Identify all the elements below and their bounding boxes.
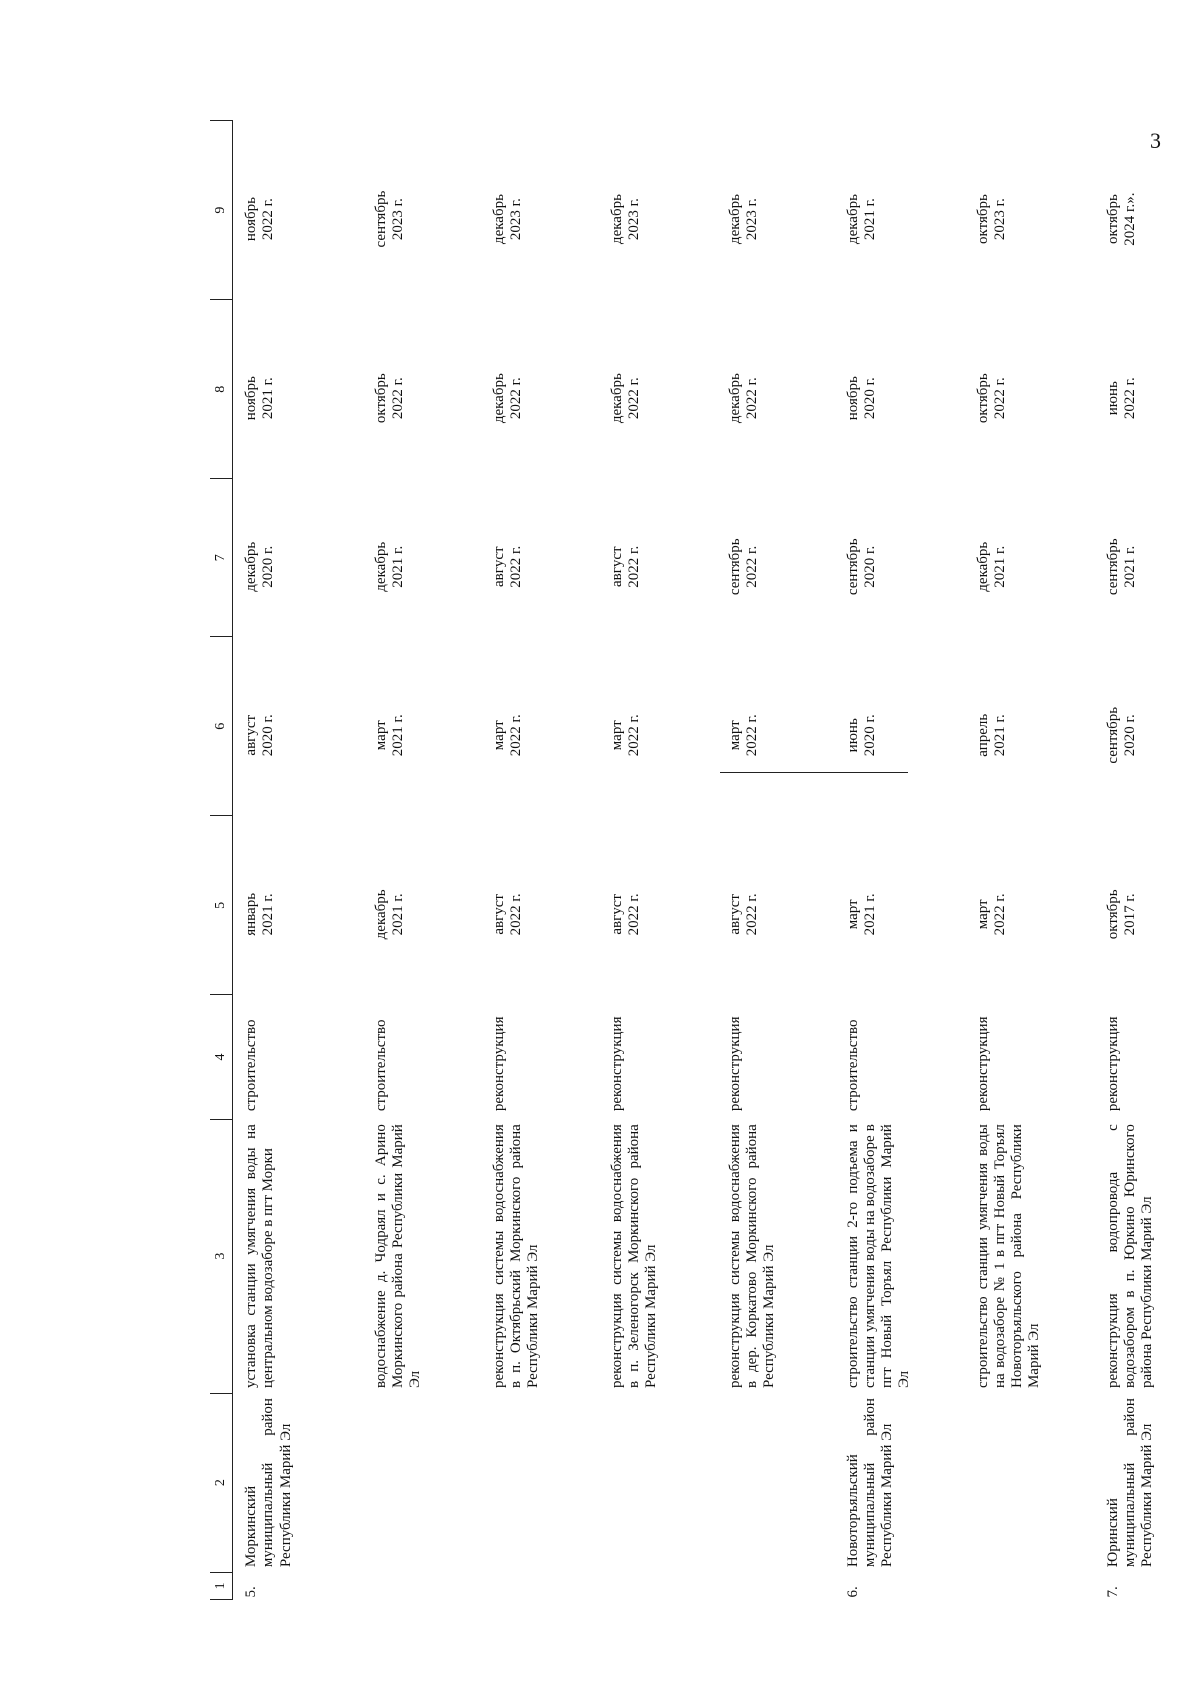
date-cell [717,816,835,995]
object-cell: водоснабжение д. Чодраял и с. Арино Моркинского района Республики Марий Эл [372,1124,423,1389]
row-number [599,1572,717,1599]
month-label: март [608,720,625,751]
year-label: 2022 г. [507,893,524,936]
year-label: 2022 г. [743,893,760,936]
date-cell [363,300,481,479]
work-type-cell: строительство [844,1019,861,1112]
work-type-cell: строительство [372,1019,389,1112]
date-cell [363,637,481,816]
year-label: 2020 г. [861,714,878,757]
table-row [717,121,835,1600]
date-cell [835,637,965,816]
date-cell [481,816,599,995]
month-label: август [608,546,625,588]
date-cell [965,637,1095,816]
year-label: 2020 г. [861,545,878,588]
month-label: сентябрь [726,538,743,596]
year-label: 2021 г. [389,893,406,936]
year-label: 2022 г. [743,377,760,420]
date-cell [481,121,599,300]
date-cell [233,479,363,637]
month-label: март [372,720,389,751]
date-cell [233,121,363,300]
table-row [233,121,363,1600]
year-label: 2022 г. [625,545,642,588]
district-cell [965,1393,1095,1572]
month-label: июнь [1104,381,1121,416]
end-rule [720,772,908,773]
table-row [965,121,1095,1600]
month-label: декабрь [974,541,991,592]
date-cell [835,121,965,300]
object-cell: реконструкция системы водоснабжения в дер. Коркатово Моркинского района Республики Марий Эл [726,1124,777,1389]
month-label: август [608,894,625,935]
month-label: январь [243,892,259,936]
year-label: 2020 г. [861,377,878,420]
month-label: декабрь [372,889,389,940]
row-number [717,1572,835,1599]
date-cell [599,816,717,995]
year-label: 2022 г. [389,377,406,420]
rotated-page-content [210,120,1200,1600]
year-label: 2021 г. [389,545,406,588]
schedule-table [210,120,1200,1600]
month-label: август [243,714,259,756]
year-label: 2022 г. [625,377,642,420]
table-row [835,121,965,1600]
month-label: декабрь [490,373,507,424]
table-body [233,121,1200,1600]
month-label: апрель [974,713,991,757]
year-label: 2023 г. [625,198,642,241]
month-label: август [490,894,507,935]
table-row [481,121,599,1600]
work-type-cell: реконструкция [1104,1016,1121,1112]
month-label: декабрь [608,373,625,424]
date-cell [363,479,481,637]
month-label: декабрь [372,541,389,592]
district-cell [481,1393,599,1572]
year-label: 2023 г. [389,198,406,241]
year-label: 2020 г. [1121,714,1138,757]
column-number: 5 [210,816,233,995]
date-cell [965,479,1095,637]
district-cell [363,1393,481,1572]
column-number: 4 [210,995,233,1119]
year-label: 2021 г. [861,198,878,241]
month-label: сентябрь [1104,706,1121,764]
month-label: декабрь [243,541,259,592]
month-label: декабрь [726,194,743,245]
month-label: сентябрь [1104,538,1121,596]
date-cell [599,121,717,300]
year-label: 2021 г. [991,714,1008,757]
year-label: 2022 г. [991,377,1008,420]
row-number: 5. [243,1586,259,1598]
table-row [363,121,481,1600]
district-cell: Новоторъяльский муниципальный район Республики Марий Эл [844,1398,895,1568]
date-cell [233,637,363,816]
object-cell: реконструкция системы водоснабжения в п. Зеленогорск Моркинского района Республики Марий Эл [608,1124,659,1389]
month-label: март [490,720,507,751]
year-label: 2022 г. [743,714,760,757]
date-cell [965,816,1095,995]
date-cell [599,479,717,637]
work-type-cell: реконструкция [490,1016,507,1112]
year-label: 2022 г. [1121,377,1138,420]
month-label: ноябрь [844,376,861,421]
year-label: 2023 г. [991,198,1008,241]
date-cell [1095,121,1200,300]
month-label: декабрь [608,194,625,245]
year-label: 2022 г. [507,545,524,588]
month-label: октябрь [974,373,991,424]
year-label: 2023 г. [507,198,524,241]
column-number: 6 [210,637,233,816]
date-cell [965,300,1095,479]
row-number [481,1572,599,1599]
month-label: октябрь [1104,889,1121,940]
year-label: 2022 г. [743,545,760,588]
object-cell: установка станции умягчения воды на центральном водозаборе в пгт Морки [243,1124,277,1389]
date-cell [481,300,599,479]
year-label: 2024 г.». [1121,192,1138,246]
column-number: 7 [210,479,233,637]
date-cell [717,479,835,637]
district-cell [599,1393,717,1572]
month-label: август [490,546,507,588]
work-type-cell: строительство [243,1019,259,1112]
table-row [1095,121,1200,1600]
year-label: 2022 г. [260,198,277,241]
year-label: 2021 г. [861,893,878,936]
year-label: 2022 г. [625,714,642,757]
column-number: 2 [210,1393,233,1572]
month-label: октябрь [1104,194,1121,244]
date-cell [481,637,599,816]
date-cell [599,300,717,479]
year-label: 2021 г. [1121,545,1138,588]
month-label: декабрь [490,194,507,245]
month-label: декабрь [726,373,743,424]
date-cell [1095,300,1200,479]
year-label: 2022 г. [625,893,642,936]
date-cell [835,300,965,479]
date-cell [481,479,599,637]
row-number: 7. [1104,1586,1121,1598]
date-cell [1095,816,1200,995]
date-cell [717,121,835,300]
month-label: ноябрь [243,197,259,242]
table-row [599,121,717,1600]
month-label: сентябрь [844,538,861,596]
district-cell [717,1393,835,1572]
date-cell [1095,637,1200,816]
year-label: 2021 г. [389,714,406,757]
month-label: март [844,899,861,930]
object-cell: реконструкция системы водоснабжения в п. Октябрьский Моркинского района Республики Марий Эл [490,1124,541,1389]
month-label: октябрь [372,373,389,424]
year-label: 2021 г. [260,893,277,936]
year-label: 2021 г. [260,377,277,420]
month-label: декабрь [844,194,861,245]
object-cell: строительство станции 2-го подъема и станции умягчения воды на водозаборе в пгт Новый Торъял Республики Марий Эл [844,1124,913,1389]
date-cell [1095,479,1200,637]
year-label: 2022 г. [507,377,524,420]
year-label: 2020 г. [260,714,277,757]
month-label: октябрь [974,194,991,244]
row-number [363,1572,481,1599]
column-numbers-row [210,121,233,1600]
month-label: март [974,899,991,930]
object-cell: строительство станции умягчения воды на водозаборе № 1 в пгт Новый Торъял Новоторъяльского района Республики Марий Эл [974,1124,1043,1389]
date-cell [599,637,717,816]
date-cell [363,121,481,300]
work-type-cell: реконструкция [726,1016,743,1112]
date-cell [717,300,835,479]
month-label: август [726,894,743,935]
date-cell [363,816,481,995]
date-cell [233,816,363,995]
column-number: 8 [210,300,233,479]
column-number: 3 [210,1119,233,1393]
district-cell: Моркинский муниципальный район Республики Марий Эл [243,1398,294,1568]
column-number: 1 [210,1572,233,1599]
year-label: 2023 г. [743,198,760,241]
date-cell [233,300,363,479]
year-label: 2020 г. [260,545,277,588]
date-cell [965,121,1095,300]
row-number [965,1572,1095,1599]
date-cell [835,816,965,995]
year-label: 2022 г. [991,893,1008,936]
work-type-cell: реконструкция [608,1016,625,1112]
year-label: 2021 г. [991,545,1008,588]
month-label: сентябрь [372,190,389,248]
column-number: 9 [210,121,233,300]
page-number: 3 [1150,128,1161,153]
month-label: июнь [844,718,861,753]
year-label: 2017 г. [1121,893,1138,936]
month-label: март [726,720,743,751]
date-cell [835,479,965,637]
month-label: ноябрь [243,376,259,421]
date-cell [717,637,835,816]
year-label: 2022 г. [507,714,524,757]
object-cell: реконструкция водопровода с водозабором в п. Юркино Юринского района Республики Марий Эл [1104,1124,1155,1389]
work-type-cell: реконструкция [974,1016,991,1112]
row-number: 6. [844,1586,861,1598]
district-cell: Юринский муниципальный район Республики Марий Эл [1104,1398,1155,1568]
